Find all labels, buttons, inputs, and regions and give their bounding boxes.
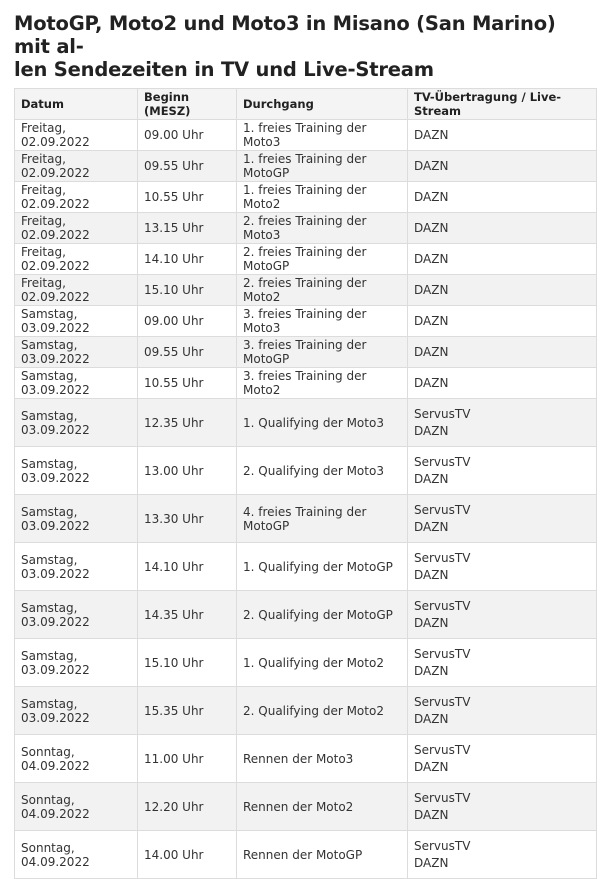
cell-broadcast <box>408 306 597 337</box>
cell-session: 3. freies Training der Moto2 <box>237 368 408 399</box>
cell-session: 3. freies Training der Moto3 <box>237 306 408 337</box>
cell-broadcast <box>408 687 597 735</box>
table-row <box>15 306 597 337</box>
cell-broadcast <box>408 591 597 639</box>
broadcaster-name: ServusTV <box>414 646 471 661</box>
broadcaster-name: DAZN <box>414 471 449 486</box>
table-row <box>15 735 597 783</box>
cell-start-time: 13.15 Uhr <box>138 213 237 244</box>
cell-session: 1. Qualifying der MotoGP <box>237 543 408 591</box>
table-row <box>15 639 597 687</box>
table-row <box>15 783 597 831</box>
cell-date: Sonntag, 04.09.2022 <box>15 783 138 831</box>
cell-broadcast <box>408 182 597 213</box>
cell-date: Samstag, 03.09.2022 <box>15 591 138 639</box>
cell-start-time: 10.55 Uhr <box>138 182 237 213</box>
broadcaster-name: ServusTV <box>414 838 471 853</box>
table-row <box>15 495 597 543</box>
table-row <box>15 244 597 275</box>
cell-broadcast <box>408 783 597 831</box>
cell-session: 2. freies Training der Moto3 <box>237 213 408 244</box>
cell-date: Freitag, 02.09.2022 <box>15 275 138 306</box>
cell-session: 2. Qualifying der Moto3 <box>237 447 408 495</box>
cell-start-time: 14.35 Uhr <box>138 591 237 639</box>
broadcaster-name: DAZN <box>414 423 449 438</box>
cell-start-time: 12.35 Uhr <box>138 399 237 447</box>
cell-start-time: 12.20 Uhr <box>138 783 237 831</box>
broadcaster-name: DAZN <box>414 615 449 630</box>
cell-broadcast <box>408 275 597 306</box>
cell-session: 2. Qualifying der Moto2 <box>237 687 408 735</box>
cell-start-time: 13.30 Uhr <box>138 495 237 543</box>
cell-broadcast <box>408 120 597 151</box>
column-header-start-time: Beginn (MESZ) <box>138 89 237 120</box>
cell-date: Freitag, 02.09.2022 <box>15 213 138 244</box>
broadcaster-name: DAZN <box>414 344 449 359</box>
cell-date: Samstag, 03.09.2022 <box>15 639 138 687</box>
cell-session: 1. freies Training der MotoGP <box>237 151 408 182</box>
cell-start-time: 13.00 Uhr <box>138 447 237 495</box>
cell-date: Freitag, 02.09.2022 <box>15 244 138 275</box>
cell-session: Rennen der Moto3 <box>237 735 408 783</box>
cell-date: Sonntag, 04.09.2022 <box>15 831 138 879</box>
table-row <box>15 368 597 399</box>
broadcaster-name: ServusTV <box>414 694 471 709</box>
page-title <box>14 12 594 81</box>
cell-broadcast <box>408 244 597 275</box>
table-header <box>15 89 597 120</box>
table-row <box>15 831 597 879</box>
broadcaster-name: ServusTV <box>414 550 471 565</box>
cell-session: 2. Qualifying der MotoGP <box>237 591 408 639</box>
broadcaster-name: DAZN <box>414 519 449 534</box>
cell-session: 1. Qualifying der Moto3 <box>237 399 408 447</box>
cell-start-time: 14.10 Uhr <box>138 543 237 591</box>
cell-broadcast <box>408 399 597 447</box>
cell-broadcast <box>408 831 597 879</box>
broadcaster-name: DAZN <box>414 807 449 822</box>
cell-date: Samstag, 03.09.2022 <box>15 368 138 399</box>
cell-date: Freitag, 02.09.2022 <box>15 151 138 182</box>
broadcaster-name: DAZN <box>414 313 449 328</box>
cell-session: 1. Qualifying der Moto2 <box>237 639 408 687</box>
cell-start-time: 15.10 Uhr <box>138 639 237 687</box>
cell-date: Freitag, 02.09.2022 <box>15 120 138 151</box>
broadcaster-name: DAZN <box>414 759 449 774</box>
broadcaster-name: DAZN <box>414 663 449 678</box>
broadcaster-name: DAZN <box>414 220 449 235</box>
page-title-line-1: MotoGP, Moto2 und Moto3 in Misano (San Marino) mit al- <box>14 12 556 58</box>
broadcaster-name: DAZN <box>414 282 449 297</box>
cell-start-time: 09.55 Uhr <box>138 151 237 182</box>
cell-date: Samstag, 03.09.2022 <box>15 337 138 368</box>
cell-date: Samstag, 03.09.2022 <box>15 306 138 337</box>
table-row <box>15 213 597 244</box>
cell-broadcast <box>408 639 597 687</box>
cell-start-time: 14.00 Uhr <box>138 831 237 879</box>
cell-date: Sonntag, 04.09.2022 <box>15 735 138 783</box>
cell-date: Samstag, 03.09.2022 <box>15 447 138 495</box>
cell-start-time: 15.10 Uhr <box>138 275 237 306</box>
table-row <box>15 182 597 213</box>
cell-start-time: 09.55 Uhr <box>138 337 237 368</box>
cell-broadcast <box>408 735 597 783</box>
cell-date: Freitag, 02.09.2022 <box>15 182 138 213</box>
cell-broadcast <box>408 447 597 495</box>
broadcaster-name: ServusTV <box>414 598 471 613</box>
broadcaster-name: DAZN <box>414 855 449 870</box>
table-header-row <box>15 89 597 120</box>
cell-session: Rennen der Moto2 <box>237 783 408 831</box>
cell-start-time: 15.35 Uhr <box>138 687 237 735</box>
table-body <box>15 120 597 879</box>
cell-broadcast <box>408 337 597 368</box>
table-row <box>15 120 597 151</box>
table-row <box>15 543 597 591</box>
cell-start-time: 09.00 Uhr <box>138 306 237 337</box>
broadcaster-name: ServusTV <box>414 454 471 469</box>
cell-date: Samstag, 03.09.2022 <box>15 543 138 591</box>
table-row <box>15 399 597 447</box>
cell-session: 2. freies Training der Moto2 <box>237 275 408 306</box>
cell-broadcast <box>408 543 597 591</box>
cell-date: Samstag, 03.09.2022 <box>15 687 138 735</box>
cell-broadcast <box>408 151 597 182</box>
broadcaster-name: DAZN <box>414 158 449 173</box>
cell-start-time: 11.00 Uhr <box>138 735 237 783</box>
table-row <box>15 275 597 306</box>
table-row <box>15 447 597 495</box>
cell-date: Samstag, 03.09.2022 <box>15 495 138 543</box>
broadcaster-name: DAZN <box>414 127 449 142</box>
broadcaster-name: ServusTV <box>414 406 471 421</box>
table-row <box>15 687 597 735</box>
page-title-line-2: len Sendezeiten in TV und Live-Stream <box>14 58 434 81</box>
cell-date: Samstag, 03.09.2022 <box>15 399 138 447</box>
cell-session: 1. freies Training der Moto2 <box>237 182 408 213</box>
broadcaster-name: DAZN <box>414 375 449 390</box>
table-row <box>15 337 597 368</box>
table-row <box>15 151 597 182</box>
broadcaster-name: DAZN <box>414 711 449 726</box>
cell-broadcast <box>408 495 597 543</box>
column-header-date: Datum <box>15 89 138 120</box>
cell-broadcast <box>408 213 597 244</box>
broadcaster-name: ServusTV <box>414 790 471 805</box>
schedule-table <box>14 88 597 879</box>
cell-broadcast <box>408 368 597 399</box>
column-header-session: Durchgang <box>237 89 408 120</box>
cell-start-time: 14.10 Uhr <box>138 244 237 275</box>
cell-session: Rennen der MotoGP <box>237 831 408 879</box>
broadcaster-name: DAZN <box>414 251 449 266</box>
cell-session: 3. freies Training der MotoGP <box>237 337 408 368</box>
cell-start-time: 10.55 Uhr <box>138 368 237 399</box>
broadcaster-name: DAZN <box>414 189 449 204</box>
cell-session: 2. freies Training der MotoGP <box>237 244 408 275</box>
cell-start-time: 09.00 Uhr <box>138 120 237 151</box>
column-header-broadcast: TV-Übertragung / Live-Stream <box>408 89 597 120</box>
broadcaster-name: DAZN <box>414 567 449 582</box>
table-row <box>15 591 597 639</box>
cell-session: 1. freies Training der Moto3 <box>237 120 408 151</box>
broadcaster-name: ServusTV <box>414 502 471 517</box>
broadcaster-name: ServusTV <box>414 742 471 757</box>
cell-session: 4. freies Training der MotoGP <box>237 495 408 543</box>
